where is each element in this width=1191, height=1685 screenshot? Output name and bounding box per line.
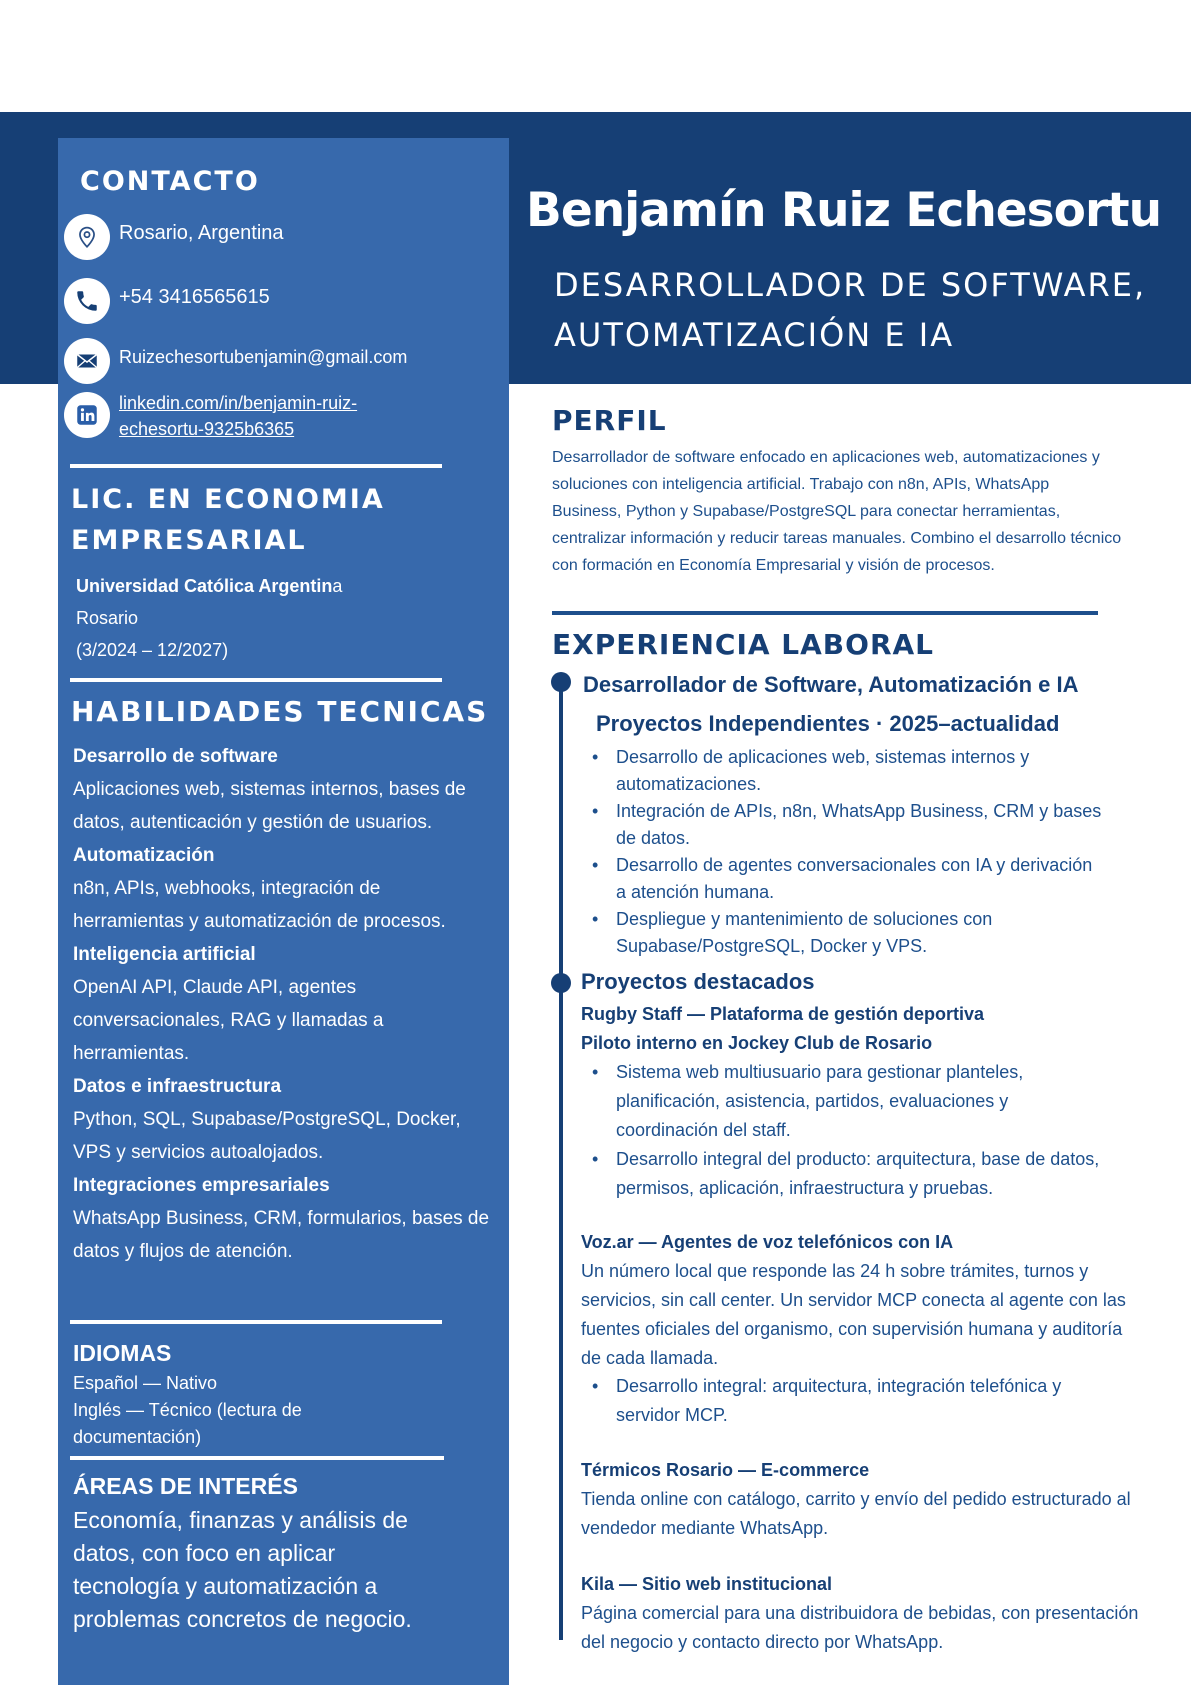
- divider: [552, 611, 1098, 615]
- skill-description: Python, SQL, Supabase/PostgreSQL, Docker, VPS y servicios autoalojados.: [73, 1109, 461, 1163]
- language-english: Inglés — Técnico (lectura de documentación): [73, 1400, 302, 1447]
- job-role: [554, 260, 1146, 360]
- list-item: • Despliegue y mantenimiento de soluciones con Supabase/PostgreSQL, Docker y VPS.: [582, 906, 1102, 960]
- languages-heading: IDIOMAS: [73, 1340, 172, 1366]
- list-item: • Desarrollo de agentes conversacionales con IA y derivación a atención humana.: [582, 852, 1102, 906]
- skill-description: n8n, APIs, webhooks, integración de herramientas y automatización de procesos.: [73, 878, 446, 932]
- skill-description: Aplicaciones web, sistemas internos, bases de datos, autenticación y gestión de usuarios.: [73, 779, 466, 833]
- profile-text: Desarrollador de software enfocado en aplicaciones web, automatizaciones y soluciones con inteligencia artificial. Trabajo con n8n, APIs, WhatsApp Business, Python y Supabase/PostgreSQL para conectar herramientas, centralizar información y reducir tareas manuales. Combino el desarrollo técnico con formación en Economía Empresarial y visión de procesos.: [552, 449, 1122, 574]
- divider: [70, 678, 442, 682]
- project-title: Voz.ar — Agentes de voz telefónicos con IA: [581, 1232, 954, 1252]
- education-dates: (3/2024 – 12/2027): [76, 640, 229, 660]
- contact-email[interactable]: Ruizechesortubenjamin@gmail.com: [119, 347, 408, 367]
- languages-list: [73, 1370, 333, 1451]
- skill-title: Inteligencia artificial: [73, 944, 256, 965]
- divider: [70, 1456, 444, 1460]
- education-heading: LIC. EN ECONOMIA EMPRESARIAL: [71, 484, 385, 556]
- list-item: • Integración de APIs, n8n, WhatsApp Business, CRM y bases de datos.: [582, 798, 1102, 852]
- project-bullets: [582, 1058, 1102, 1203]
- phone-icon: [64, 278, 110, 324]
- contact-heading: CONTACTO: [80, 166, 260, 197]
- interests-heading: ÁREAS DE INTERÉS: [73, 1473, 298, 1499]
- university-name-tail: a: [332, 576, 343, 596]
- skill-title: Automatización: [73, 845, 215, 866]
- list-item: • Sistema web multiusuario para gestionar planteles, planificación, asistencia, partidos, evaluaciones y coordinación del staff.: [582, 1058, 1102, 1145]
- candidate-name: Benjamín Ruiz Echesortu: [526, 183, 1162, 238]
- job-bullets: [582, 744, 1102, 960]
- list-item: • Desarrollo integral: arquitectura, integración telefónica y servidor MCP.: [582, 1372, 1102, 1430]
- experience-heading: EXPERIENCIA LABORAL: [552, 628, 935, 661]
- divider: [70, 464, 442, 468]
- education-city: Rosario: [76, 608, 139, 628]
- contact-linkedin-link[interactable]: [119, 390, 419, 442]
- skills-list: [73, 740, 493, 1268]
- list-item: • Desarrollo integral del producto: arquitectura, base de datos, permisos, aplicación, infraestructura y pruebas.: [582, 1145, 1102, 1203]
- project-title: Térmicos Rosario — E-commerce: [581, 1460, 870, 1480]
- project-title: Rugby Staff — Plataforma de gestión deportiva: [581, 1004, 985, 1024]
- timeline-line: [559, 680, 563, 1640]
- timeline-dot: [551, 973, 571, 993]
- skill-title: Integraciones empresariales: [73, 1175, 330, 1196]
- list-item: • Desarrollo de aplicaciones web, sistemas internos y automatizaciones.: [582, 744, 1102, 798]
- skill-description: OpenAI API, Claude API, agentes conversacionales, RAG y llamadas a herramientas.: [73, 977, 384, 1064]
- linkedin-line-2[interactable]: echesortu-9325b6365: [119, 419, 295, 439]
- project-title: Kila — Sitio web institucional: [581, 1574, 833, 1594]
- divider: [70, 1320, 442, 1324]
- job-subtitle: Proyectos Independientes · 2025–actualidad: [596, 711, 1060, 736]
- contact-phone[interactable]: +54 3416565615: [119, 286, 270, 308]
- skills-heading: HABILIDADES TECNICAS: [71, 695, 489, 728]
- skill-description: WhatsApp Business, CRM, formularios, bases de datos y flujos de atención.: [73, 1208, 490, 1262]
- skill-title: Datos e infraestructura: [73, 1076, 282, 1097]
- projects-heading: Proyectos destacados: [581, 969, 815, 994]
- email-icon: [64, 338, 110, 384]
- university-name: Universidad Católica Argentin: [76, 576, 333, 596]
- project-description: Página comercial para una distribuidora de bebidas, con presentación del negocio y contacto directo por WhatsApp.: [581, 1603, 1139, 1652]
- role-line-1: DESARROLLADOR DE SOFTWARE,: [554, 266, 1147, 304]
- location-pin-icon: [64, 214, 110, 260]
- language-spanish: Español — Nativo: [73, 1373, 218, 1393]
- linkedin-icon: [64, 392, 110, 438]
- education-details: [76, 570, 342, 666]
- skill-title: Desarrollo de software: [73, 746, 278, 767]
- role-line-2: AUTOMATIZACIÓN E IA: [554, 316, 955, 354]
- linkedin-line-1[interactable]: linkedin.com/in/benjamin-ruiz-: [119, 393, 358, 413]
- contact-location: Rosario, Argentina: [119, 222, 284, 244]
- project-subtitle: Piloto interno en Jockey Club de Rosario: [581, 1033, 933, 1053]
- project-bullets: [582, 1372, 1102, 1430]
- profile-heading: PERFIL: [552, 404, 667, 437]
- project-description: Tienda online con catálogo, carrito y envío del pedido estructurado al vendedor mediante WhatsApp.: [581, 1489, 1131, 1538]
- job-title: Desarrollador de Software, Automatización e IA: [583, 672, 1079, 697]
- project-description: Un número local que responde las 24 h sobre trámites, turnos y servicios, sin call center. Un servidor MCP conecta al agente con las fuentes oficiales del organismo, con supervisión humana y auditoría de cada llamada.: [581, 1261, 1126, 1368]
- interests-text: Economía, finanzas y análisis de datos, con foco en aplicar tecnología y automatización a problemas concretos de negocio.: [73, 1507, 412, 1632]
- timeline-dot: [551, 672, 571, 692]
- sidebar: [58, 138, 509, 1685]
